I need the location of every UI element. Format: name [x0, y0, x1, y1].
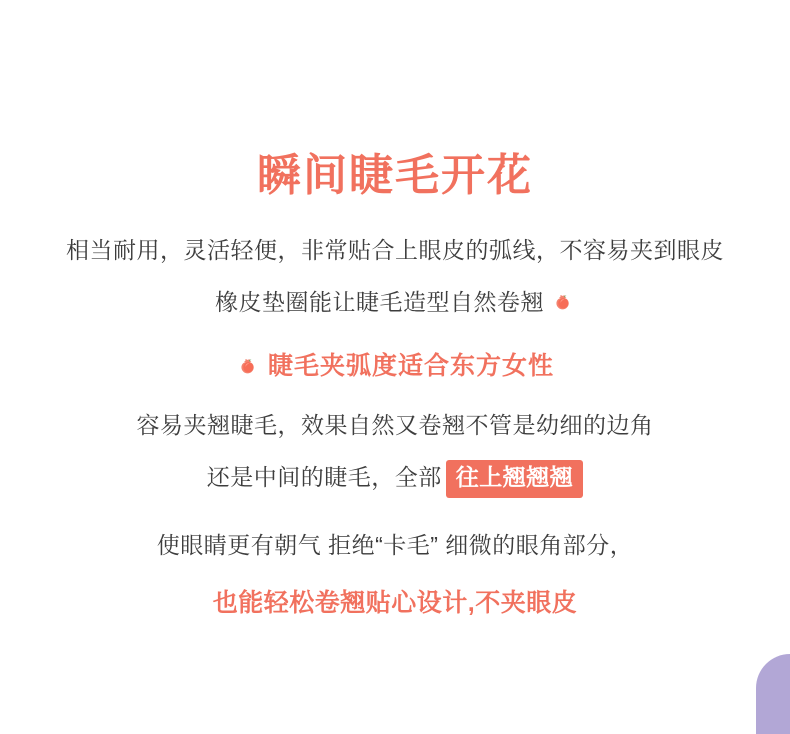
highlight-badge: 往上翘翘翘 [446, 460, 584, 497]
page-title: 瞬间睫毛开花 [257, 151, 533, 200]
sub-heading-row [0, 346, 790, 386]
body-line-3: 容易夹翘睫毛，效果自然又卷翘不管是幼细的边角 [136, 412, 654, 439]
body-line-1: 相当耐用，灵活轻便，非常贴合上眼皮的弧线，不容易夹到眼皮 [66, 237, 724, 263]
corner-decoration [756, 654, 790, 734]
body-line-5: 使眼睛更有朝气 拒绝“卡毛” 细微的眼角部分， [156, 531, 634, 558]
body-line-4 [0, 456, 790, 500]
body-line-4-prefix: 还是中间的睫毛，全部 [206, 464, 442, 491]
closing-line: 也能轻松卷翘贴心设计,不夹眼皮 [212, 589, 578, 618]
peach-icon [553, 284, 573, 304]
body-line-2-text: 橡皮垫圈能让睫毛造型自然卷翘 [215, 288, 545, 315]
sub-heading-text: 睫毛夹弧度适合东方女性 [267, 352, 554, 381]
body-line-2 [0, 281, 790, 325]
peach-icon [238, 349, 258, 369]
